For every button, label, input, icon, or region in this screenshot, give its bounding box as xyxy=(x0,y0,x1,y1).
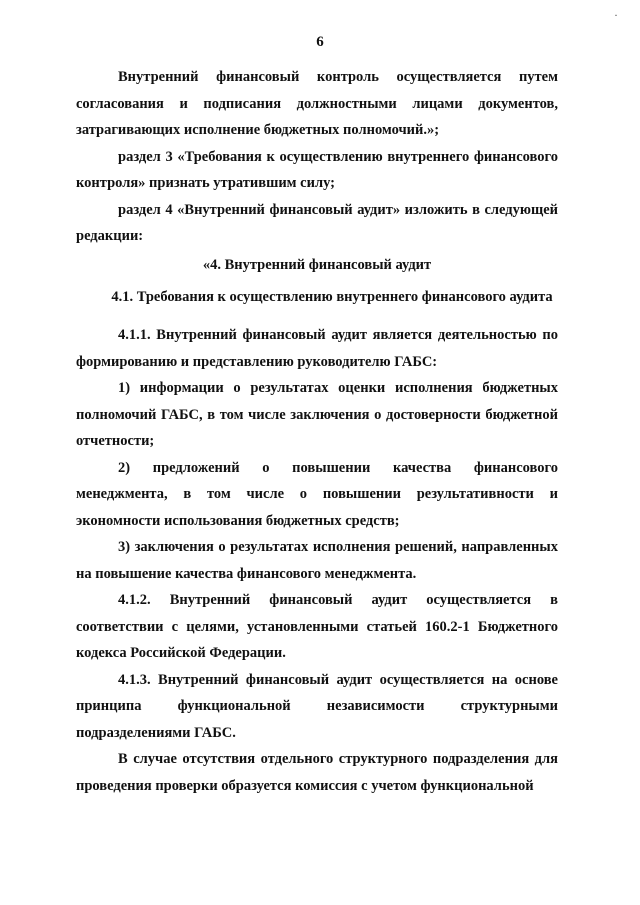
list-item-2: 2) предложений о повышении качества финансового менеджмента, в том числе о повышении результативности и экономности использования бюджетных средств; xyxy=(76,459,558,529)
paragraph-internal-control: Внутренний финансовый контроль осуществляется путем согласования и подписания должностными лицами документов, затрагивающих исполнение бюджетных полномочий.»; xyxy=(76,69,558,138)
paragraph-section-4: раздел 4 «Внутренний финансовый аудит» изложить в следующей редакции: xyxy=(76,201,558,244)
list-item-1: 1) информации о результатах оценки исполнения бюджетных полномочий ГАБС, в том числе заключения о достоверности бюджетной отчетности; xyxy=(76,380,558,449)
paragraph-commission: В случае отсутствия отдельного структурного подразделения для проведения проверки образуется комиссия с учетом функциональной xyxy=(76,751,558,794)
subsection-heading: 4.1. Требования к осуществлению внутреннего финансового аудита xyxy=(111,289,553,305)
paragraph-4-1-3: 4.1.3. Внутренний финансовый аудит осуществляется на основе принципа функциональной независимости структурными подразделениями ГАБС. xyxy=(76,671,558,741)
document-body xyxy=(76,64,558,799)
corner-mark: · xyxy=(614,8,618,22)
paragraph-section-3: раздел 3 «Требования к осуществлению внутреннего финансового контроля» признать утратившим силу; xyxy=(76,148,558,191)
paragraph-4-1-1: 4.1.1. Внутренний финансовый аудит является деятельностью по формированию и представлению руководителю ГАБС: xyxy=(76,327,558,370)
list-item-3: 3) заключения о результатах исполнения решений, направленных на повышение качества финансового менеджмента. xyxy=(76,539,558,582)
page-number: 6 xyxy=(316,34,324,50)
paragraph-4-1-2: 4.1.2. Внутренний финансовый аудит осуществляется в соответствии с целями, установленными статьей 160.2-1 Бюджетного кодекса Российской Федерации. xyxy=(76,592,558,661)
section-heading: «4. Внутренний финансовый аудит xyxy=(202,256,432,273)
